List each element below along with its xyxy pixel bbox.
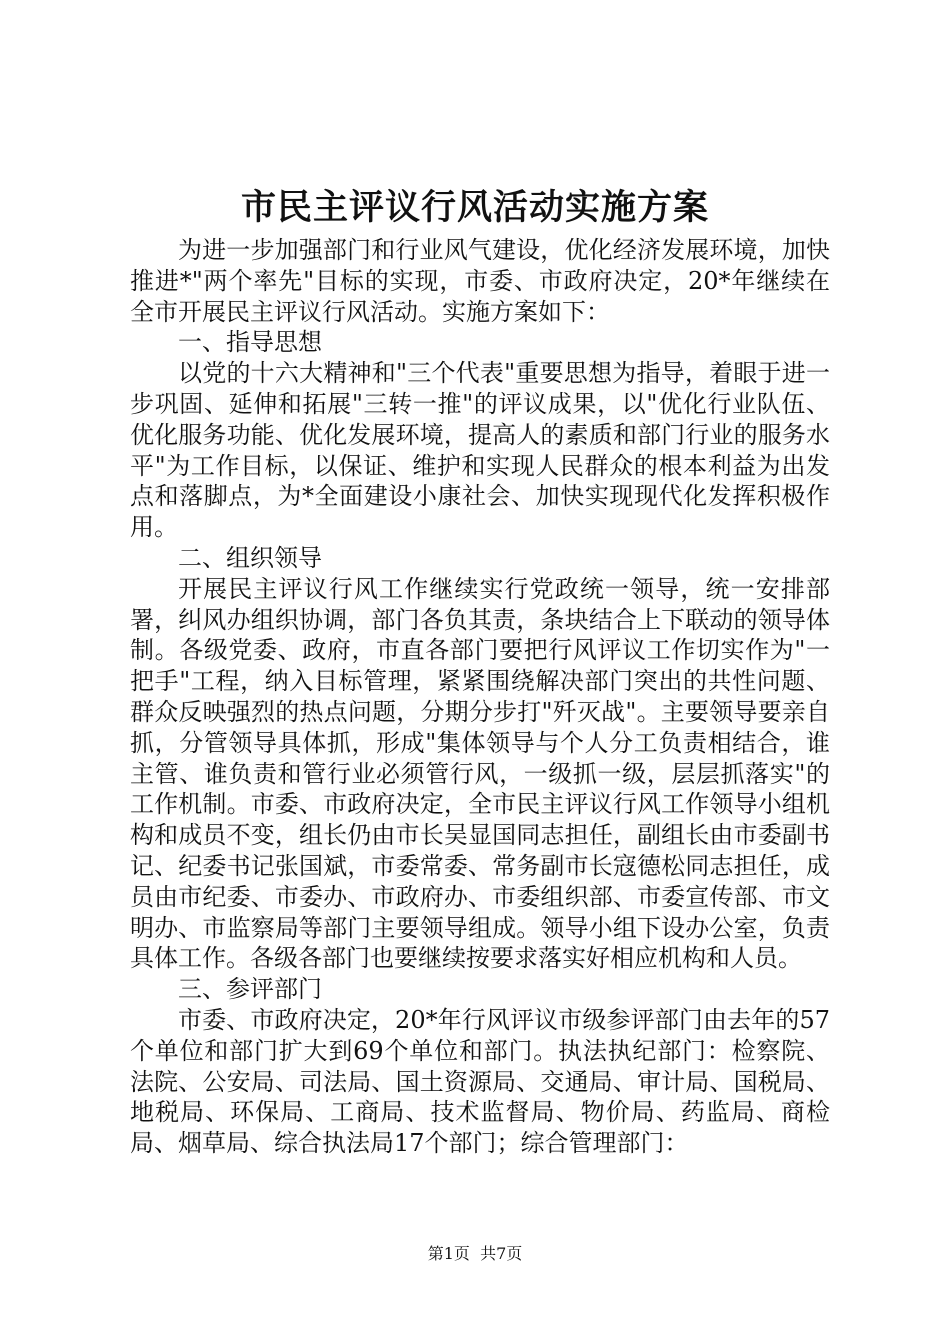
document-body [130,235,830,1159]
page-number: 第1页 共7页 [427,1244,523,1263]
document-title: 市民主评议行风活动实施方案 [240,187,709,228]
section-body-guiding-ideology: 以党的十六大精神和"三个代表"重要思想为指导，着眼于进一步巩固、延伸和拓展"三转一推"的评议成果，以"优化行业队伍、优化服务功能、优化发展环境，提高人的素质和部门行业的服务水平"为工作目标，以保证、维护和实现人民群众的根本利益为出发点和落脚点，为*全面建设小康社会、加快实现现代化发挥积极作用。 [130,359,830,542]
section-heading-organization: 二、组织领导 [178,543,322,572]
intro-paragraph: 为进一步加强部门和行业风气建设，优化经济发展环境，加快推进*"两个率先"目标的实现，市委、市政府决定，20*年继续在全市开展民主评议行风活动。实施方案如下： [130,236,830,326]
section-heading-participating-departments: 三、参评部门 [178,975,322,1004]
section-body-participating-departments: 市委、市政府决定，20*年行风评议市级参评部门由去年的57个单位和部门扩大到69个单位和部门。执法执纪部门：检察院、法院、公安局、司法局、国土资源局、交通局、审计局、国税局、地税局、环保局、工商局、技术监督局、物价局、药监局、商检局、烟草局、综合执法局17个部门；综合管理部门： [130,1005,830,1158]
page-footer [0,1244,950,1264]
section-body-organization: 开展民主评议行风工作继续实行党政统一领导，统一安排部署，纠风办组织协调，部门各负其责，条块结合上下联动的领导体制。各级党委、政府，市直各部门要把行风评议工作切实作为"一把手"工程，纳入目标管理，紧紧围绕解决部门突出的共性问题、群众反映强烈的热点问题，分期分步打"歼灭战"。主要领导要亲自抓，分管领导具体抓，形成"集体领导与个人分工负责相结合，谁主管、谁负责和管行业必须管行风，一级抓一级，层层抓落实"的工作机制。市委、市政府决定，全市民主评议行风工作领导小组机构和成员不变，组长仍由市长吴显国同志担任，副组长由市委副书记、纪委书记张国斌，市委常委、常务副市长寇德松同志担任，成员由市纪委、市委办、市政府办、市委组织部、市委宣传部、市文明办、市监察局等部门主要领导组成。领导小组下设办公室，负责具体工作。各级各部门也要继续按要求落实好相应机构和人员。 [130,574,830,973]
section-heading-guiding-ideology: 一、指导思想 [178,328,322,357]
